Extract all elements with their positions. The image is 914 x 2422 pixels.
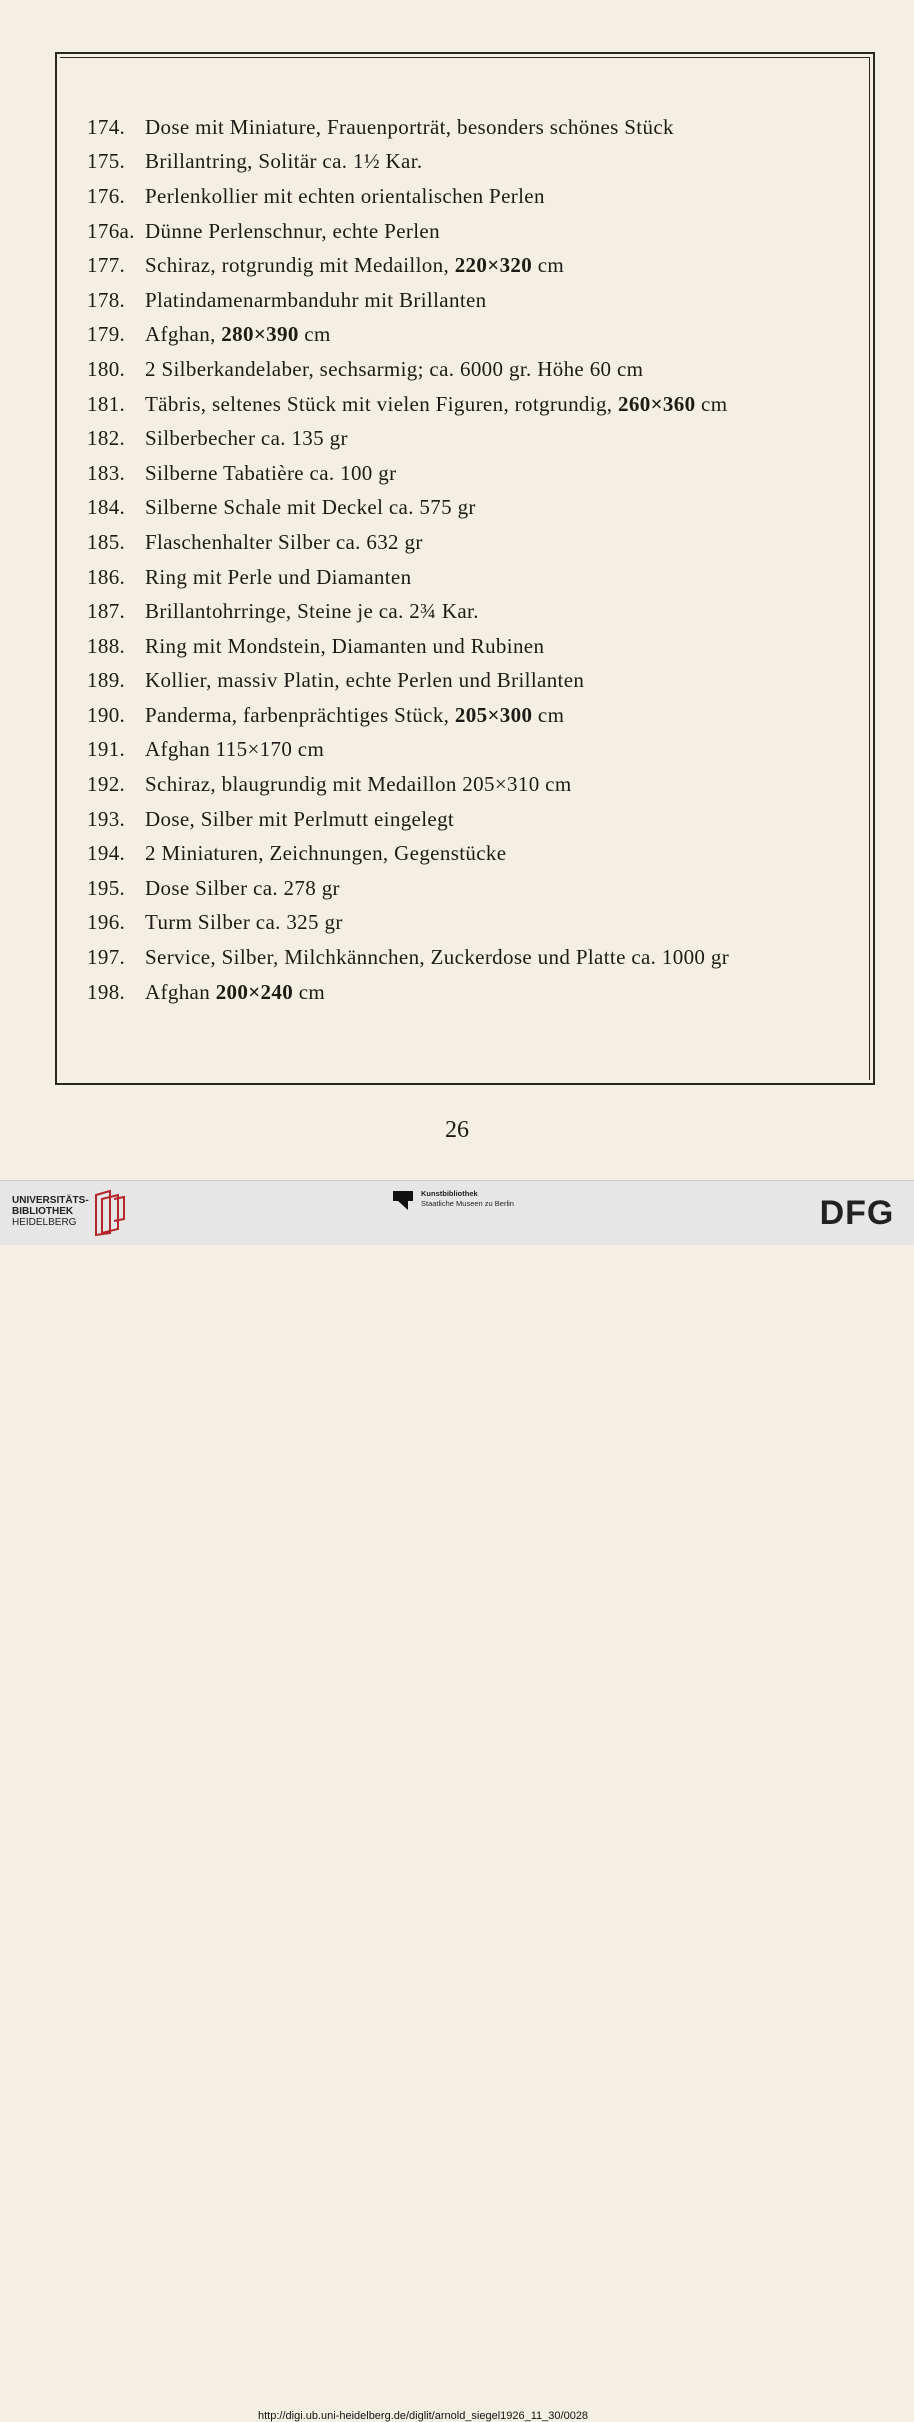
catalog-entry <box>87 110 867 145</box>
carpet-dimensions: 220×320 <box>454 253 533 278</box>
ub-line-2: BIBLIOTHEK <box>12 1206 74 1217</box>
entry-number: 190. <box>87 702 126 727</box>
university-library-logo-text <box>12 1195 102 1228</box>
catalog-entry <box>87 560 867 595</box>
entry-description: Silberne Tabatière ca. 100 gr <box>145 460 397 485</box>
entry-description: Afghan 200×240 cm <box>145 979 326 1004</box>
catalog-entry <box>87 836 867 871</box>
entry-description: Flaschenhalter Silber ca. 632 gr <box>145 529 423 554</box>
entry-description: Silberbecher ca. 135 gr <box>145 426 348 451</box>
catalog-entry <box>87 664 867 699</box>
catalog-entry <box>87 352 867 387</box>
entry-description: Täbris, seltenes Stück mit vielen Figuren, rotgrundig, 260×360 cm <box>145 391 728 416</box>
dfg-logo-icon <box>812 1195 902 1229</box>
entry-number: 196. <box>87 910 126 935</box>
catalog-entry <box>87 975 867 1010</box>
entry-description: Platindamenarmbanduhr mit Brillanten <box>145 287 487 312</box>
entry-number: 184. <box>87 495 126 520</box>
entry-description: Brillantohrringe, Steine je ca. 2¾ Kar. <box>145 599 479 624</box>
entry-number: 186. <box>87 564 126 589</box>
entry-number: 197. <box>87 945 126 970</box>
ub-line-3: HEIDELBERG <box>12 1217 77 1228</box>
carpet-dimensions: 260×360 <box>618 391 696 416</box>
catalog-entry <box>87 248 867 283</box>
catalog-entry <box>87 387 867 422</box>
catalog-entry <box>87 594 867 629</box>
catalog-entry <box>87 145 867 180</box>
entry-number: 175. <box>87 149 126 174</box>
kunstbibliothek-subtitle: Staatliche Museen zu Berlin <box>421 1199 514 1208</box>
ub-line-1: UNIVERSITÄTS- <box>12 1195 89 1206</box>
entry-number: 182. <box>87 426 126 451</box>
footer-bar <box>0 1180 914 2422</box>
entry-number: 180. <box>87 356 126 381</box>
entry-description: Silberne Schale mit Deckel ca. 575 gr <box>145 495 476 520</box>
dfg-logo-text: DFG <box>819 1195 895 1229</box>
catalog-entry <box>87 940 867 975</box>
entry-number: 191. <box>87 737 126 762</box>
entry-description: Ring mit Mondstein, Diamanten und Rubinen <box>145 633 545 658</box>
entry-description: Dünne Perlenschnur, echte Perlen <box>145 218 440 243</box>
entry-description: Schiraz, blaugrundig mit Medaillon 205×310 cm <box>145 772 572 797</box>
entry-description: 2 Miniaturen, Zeichnungen, Gegenstücke <box>145 841 507 866</box>
catalog-entry-list <box>87 110 867 1009</box>
catalog-entry <box>87 871 867 906</box>
entry-number: 195. <box>87 875 126 900</box>
catalog-entry <box>87 179 867 214</box>
entry-description: Perlenkollier mit echten orientalischen Perlen <box>145 183 545 208</box>
entry-number: 183. <box>87 460 126 485</box>
catalog-entry <box>87 525 867 560</box>
entry-description: Kollier, massiv Platin, echte Perlen und Brillanten <box>145 668 585 693</box>
catalog-entry <box>87 767 867 802</box>
entry-number: 187. <box>87 599 126 624</box>
entry-number: 185. <box>87 529 126 554</box>
entry-description: Dose Silber ca. 278 gr <box>145 875 340 900</box>
entry-description: Turm Silber ca. 325 gr <box>145 910 343 935</box>
entry-description: Dose mit Miniature, Frauenporträt, besonders schönes Stück <box>145 114 674 139</box>
catalog-entry <box>87 906 867 941</box>
entry-number: 194. <box>87 841 126 866</box>
entry-description: Dose, Silber mit Perlmutt eingelegt <box>145 806 455 831</box>
catalog-entry <box>87 421 867 456</box>
catalog-entry <box>87 733 867 768</box>
catalog-entry <box>87 456 867 491</box>
entry-number: 177. <box>87 253 126 278</box>
catalog-entry <box>87 491 867 526</box>
kunstbibliothek-logo-text <box>421 1189 514 1209</box>
entry-number: 181. <box>87 391 126 416</box>
source-url[interactable]: http://digi.ub.uni-heidelberg.de/diglit/arnold_siegel1926_11_30/0028 <box>258 2410 589 2422</box>
entry-description: 2 Silberkandelaber, sechsarmig; ca. 6000 gr. Höhe 60 cm <box>145 356 644 381</box>
entry-description: Afghan, 280×390 cm <box>145 322 331 347</box>
entry-number: 188. <box>87 633 126 658</box>
entry-description: Panderma, farbenprächtiges Stück, 205×300 cm <box>145 702 565 727</box>
catalog-entry <box>87 629 867 664</box>
entry-description: Schiraz, rotgrundig mit Medaillon, 220×320 cm <box>145 253 565 278</box>
carpet-dimensions: 205×300 <box>454 702 533 727</box>
catalog-entry <box>87 283 867 318</box>
entry-number: 178. <box>87 287 126 312</box>
kunstbibliothek-title: Kunstbibliothek <box>421 1189 478 1198</box>
catalog-entry <box>87 214 867 249</box>
entry-description: Brillantring, Solitär ca. 1½ Kar. <box>145 149 423 174</box>
entry-number: 189. <box>87 668 126 693</box>
kunstbibliothek-logo-icon <box>392 1189 414 1211</box>
entry-description: Service, Silber, Milchkännchen, Zuckerdose und Platte ca. 1000 gr <box>145 945 730 970</box>
entry-number: 193. <box>87 806 126 831</box>
entry-number: 192. <box>87 772 126 797</box>
page-number: 26 <box>445 1117 469 1143</box>
entry-description: Ring mit Perle und Diamanten <box>145 564 412 589</box>
entry-number: 179. <box>87 322 126 347</box>
scanned-page <box>0 0 914 1180</box>
entry-number: 176a. <box>87 218 135 243</box>
entry-number: 176. <box>87 183 126 208</box>
entry-number: 174. <box>87 114 126 139</box>
catalog-entry <box>87 698 867 733</box>
carpet-dimensions: 200×240 <box>215 979 294 1004</box>
university-library-logo-icon <box>92 1189 128 1237</box>
carpet-dimensions: 280×390 <box>221 322 299 347</box>
catalog-entry <box>87 802 867 837</box>
catalog-entry <box>87 318 867 353</box>
entry-number: 198. <box>87 979 126 1004</box>
entry-description: Afghan 115×170 cm <box>145 737 325 762</box>
